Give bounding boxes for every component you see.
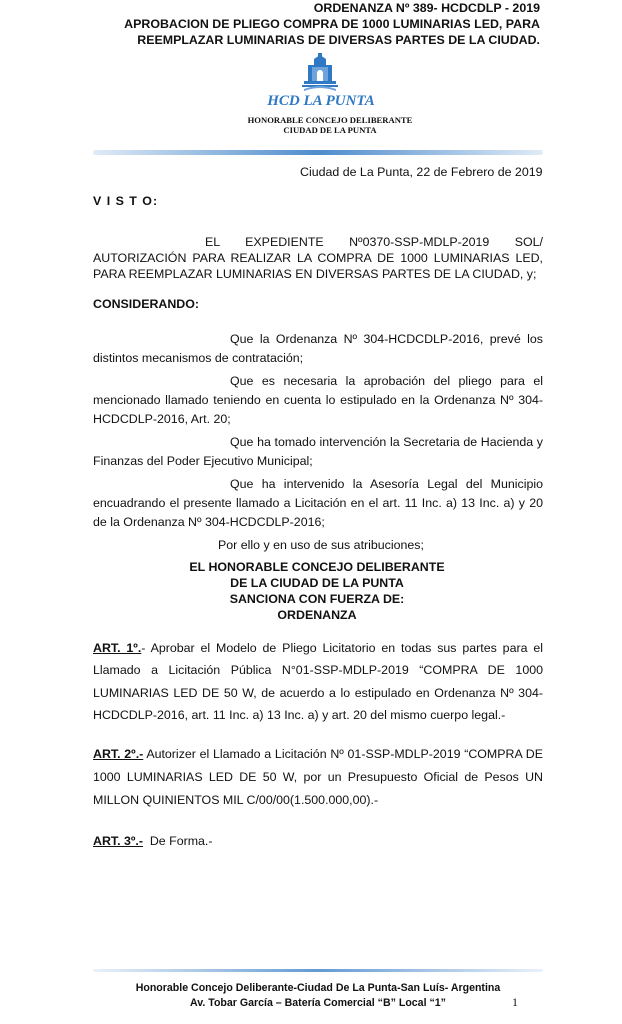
article-3-text: De Forma.- <box>142 834 213 848</box>
article-3-line <box>93 833 213 849</box>
page-number: 1 <box>512 995 518 1009</box>
ordinance-title-line-2: REEMPLAZAR LUMINARIAS DE DIVERSAS PARTES DE LA CIUDAD. <box>137 33 540 47</box>
sanction-line: ORDENANZA <box>277 608 357 622</box>
article-2-line: MILLON QUINIENTOS MIL C/00/00(1.500.000,00).- <box>93 793 379 807</box>
visto-line: PARA REEMPLAZAR LUMINARIAS EN DIVERSAS PARTES DE LA CIUDAD, y; <box>93 267 537 281</box>
article-1-text: - Aprobar el Modelo de Pliego Licitatorio en todas sus partes para el <box>141 641 543 655</box>
considerando-line: Que ha tomado intervención la Secretaria de Hacienda y <box>230 435 543 449</box>
considerando-line: encuadrando el presente llamado a Licitación en el art. 11 Inc. a) 13 Inc. a) y 20 <box>93 496 543 510</box>
considerando-line: Que ha intervenido la Asesoría Legal del Municipio <box>230 477 543 491</box>
header-divider <box>93 150 543 155</box>
sanction-line: SANCIONA CON FUERZA DE: <box>229 592 405 606</box>
council-city: CIUDAD DE LA PUNTA <box>283 125 377 135</box>
considerando-line: distintos mecanismos de contratación; <box>93 351 304 365</box>
article-1-line: Llamado a Licitación Pública N°01-SSP-MDLP-2019 “COMPRA DE 1000 <box>93 663 543 677</box>
article-1-line <box>93 640 543 656</box>
date-line: Ciudad de La Punta, 22 de Febrero de 2019 <box>300 165 543 179</box>
footer-address-line-1: Honorable Concejo Deliberante-Ciudad De La Punta-San Luís- Argentina <box>135 982 501 994</box>
article-2-line <box>93 746 543 762</box>
footer-divider <box>93 969 543 972</box>
sanction-line: DE LA CIUDAD DE LA PUNTA <box>230 576 404 590</box>
council-logo-text: HCD LA PUNTA <box>267 93 375 109</box>
considerando-line: Que la Ordenanza Nº 304-HCDCDLP-2016, prevé los <box>230 332 543 346</box>
visto-heading: V I S T O: <box>93 194 159 208</box>
article-3-label: ART. 3º.- <box>93 834 143 848</box>
considerando-line: de la Ordenanza Nº 304-HCDCDLP-2016; <box>93 515 325 529</box>
considerando-heading: CONSIDERANDO: <box>93 297 200 311</box>
article-1-line: LUMINARIAS LED DE 50 W, de acuerdo a lo estipulado en Ordenanza Nº 304- <box>93 686 543 700</box>
ordinance-number: ORDENANZA Nº 389- HCDCDLP - 2019 <box>313 1 540 15</box>
article-2-line: 1000 LUMINARIAS LED DE 50 W, por un Presupuesto Oficial de Pesos UN <box>93 770 543 784</box>
considerando-line: Finanzas del Poder Ejecutivo Municipal; <box>93 454 313 468</box>
considerando-line: Por ello y en uso de sus atribuciones; <box>218 538 424 552</box>
considerando-line: HCDCDLP-2016, Art. 20; <box>93 412 231 426</box>
considerando-line: Que es necesaria la aprobación del pliego para el <box>230 374 543 388</box>
visto-line: EL EXPEDIENTE Nº0370-SSP-MDLP-2019 SOL/ <box>205 235 543 249</box>
article-2-text: Autorizer el Llamado a Licitación Nº 01-SSP-MDLP-2019 “COMPRA DE <box>143 747 543 761</box>
sanction-line: EL HONORABLE CONCEJO DELIBERANTE <box>189 560 445 574</box>
footer-address-line-2: Av. Tobar García – Batería Comercial “B” Local “1” <box>190 997 446 1009</box>
article-2-label: ART. 2º.- <box>93 747 144 761</box>
visto-line: AUTORIZACIÓN PARA REALIZAR LA COMPRA DE 1000 LUMINARIAS LED, <box>93 251 543 265</box>
ordinance-title-line-1: APROBACION DE PLIEGO COMPRA DE 1000 LUMINARIAS LED, PARA <box>124 17 540 31</box>
considerando-line: mencionado llamado teniendo en cuenta lo estipulado en la Ordenanza Nº 304- <box>93 393 543 407</box>
article-1-label: ART. 1º. <box>93 641 142 655</box>
town-hall-emblem-icon <box>302 53 338 93</box>
article-1-line: HCDCDLP-2016, art. 11 Inc. a) 13 Inc. a) y art. 20 del mismo cuerpo legal.- <box>93 708 506 722</box>
council-name: HONORABLE CONCEJO DELIBERANTE <box>247 115 413 125</box>
